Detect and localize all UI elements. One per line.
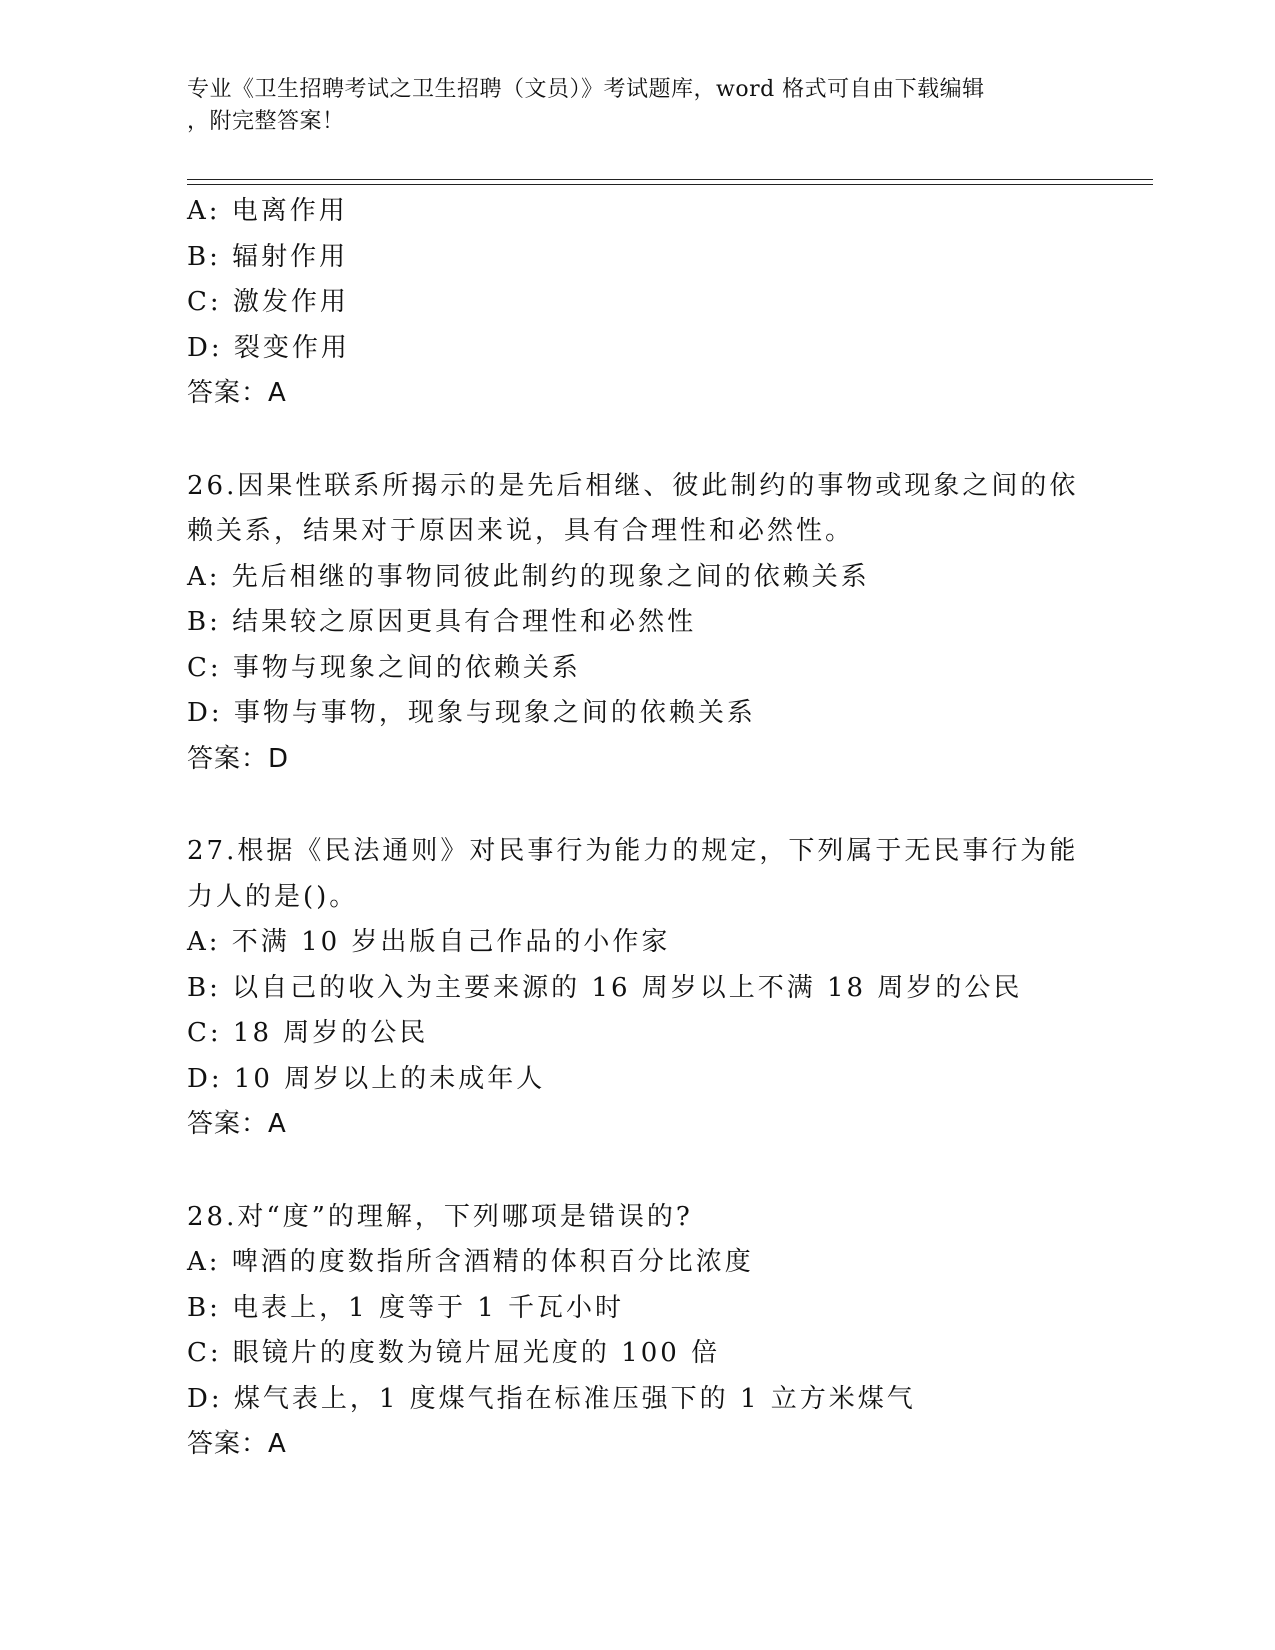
option-a: A: 不满 10 岁出版自己作品的小作家 [187,927,671,957]
header-divider-bottom [187,184,1153,185]
option-a: A: 电离作用 [187,196,348,226]
question-block-27 [187,829,1147,1148]
question-block-26 [187,464,1147,783]
option-c: C: 事物与现象之间的依赖关系 [187,652,581,683]
option-d: D: 10 周岁以上的未成年人 [187,1063,546,1094]
option-d: D: 裂变作用 [187,332,350,363]
option-a: A: 先后相继的事物同彼此制约的现象之间的依赖关系 [187,561,870,592]
option-c: C: 18 周岁的公民 [187,1018,429,1048]
option-b: B: 辐射作用 [187,241,349,272]
header-line-1: 专业《卫生招聘考试之卫生招聘（文员）》考试题库，word 格式可自由下载编辑 [187,77,985,102]
answer-line: 答案：A [187,378,287,408]
question-content [187,189,1147,1468]
option-b: B: 结果较之原因更具有合理性和必然性 [187,607,697,637]
option-b: B: 以自己的收入为主要来源的 16 周岁以上不满 18 周岁的公民 [187,972,1023,1003]
question-text-line: 28.对“度”的理解，下列哪项是错误的? [187,1201,693,1232]
question-text-line: 力人的是()。 [187,881,359,912]
option-c: C: 激发作用 [187,287,349,317]
question-block-25 [187,189,1147,417]
question-block-28 [187,1195,1147,1468]
option-d: D: 煤气表上，1 度煤气指在标准压强下的 1 立方米煤气 [187,1383,916,1414]
answer-line: 答案：A [187,1109,287,1139]
question-text-line: 26.因果性联系所揭示的是先后相继、彼此制约的事物或现象之间的依 [187,470,1079,501]
answer-line: 答案：A [187,1429,287,1459]
header-divider-top [187,179,1153,180]
header-line-2: ，附完整答案！ [187,109,345,134]
option-c: C: 眼镜片的度数为镜片屈光度的 100 倍 [187,1338,721,1368]
option-a: A: 啤酒的度数指所含酒精的体积百分比浓度 [187,1247,754,1277]
question-text-line: 27.根据《民法通则》对民事行为能力的规定，下列属于无民事行为能 [187,836,1079,866]
question-text-line: 赖关系，结果对于原因来说，具有合理性和必然性。 [187,516,855,546]
option-b: B: 电表上，1 度等于 1 千瓦小时 [187,1292,625,1323]
document-header [187,74,1087,138]
answer-line: 答案：D [187,743,290,774]
option-d: D: 事物与事物，现象与现象之间的依赖关系 [187,698,756,728]
